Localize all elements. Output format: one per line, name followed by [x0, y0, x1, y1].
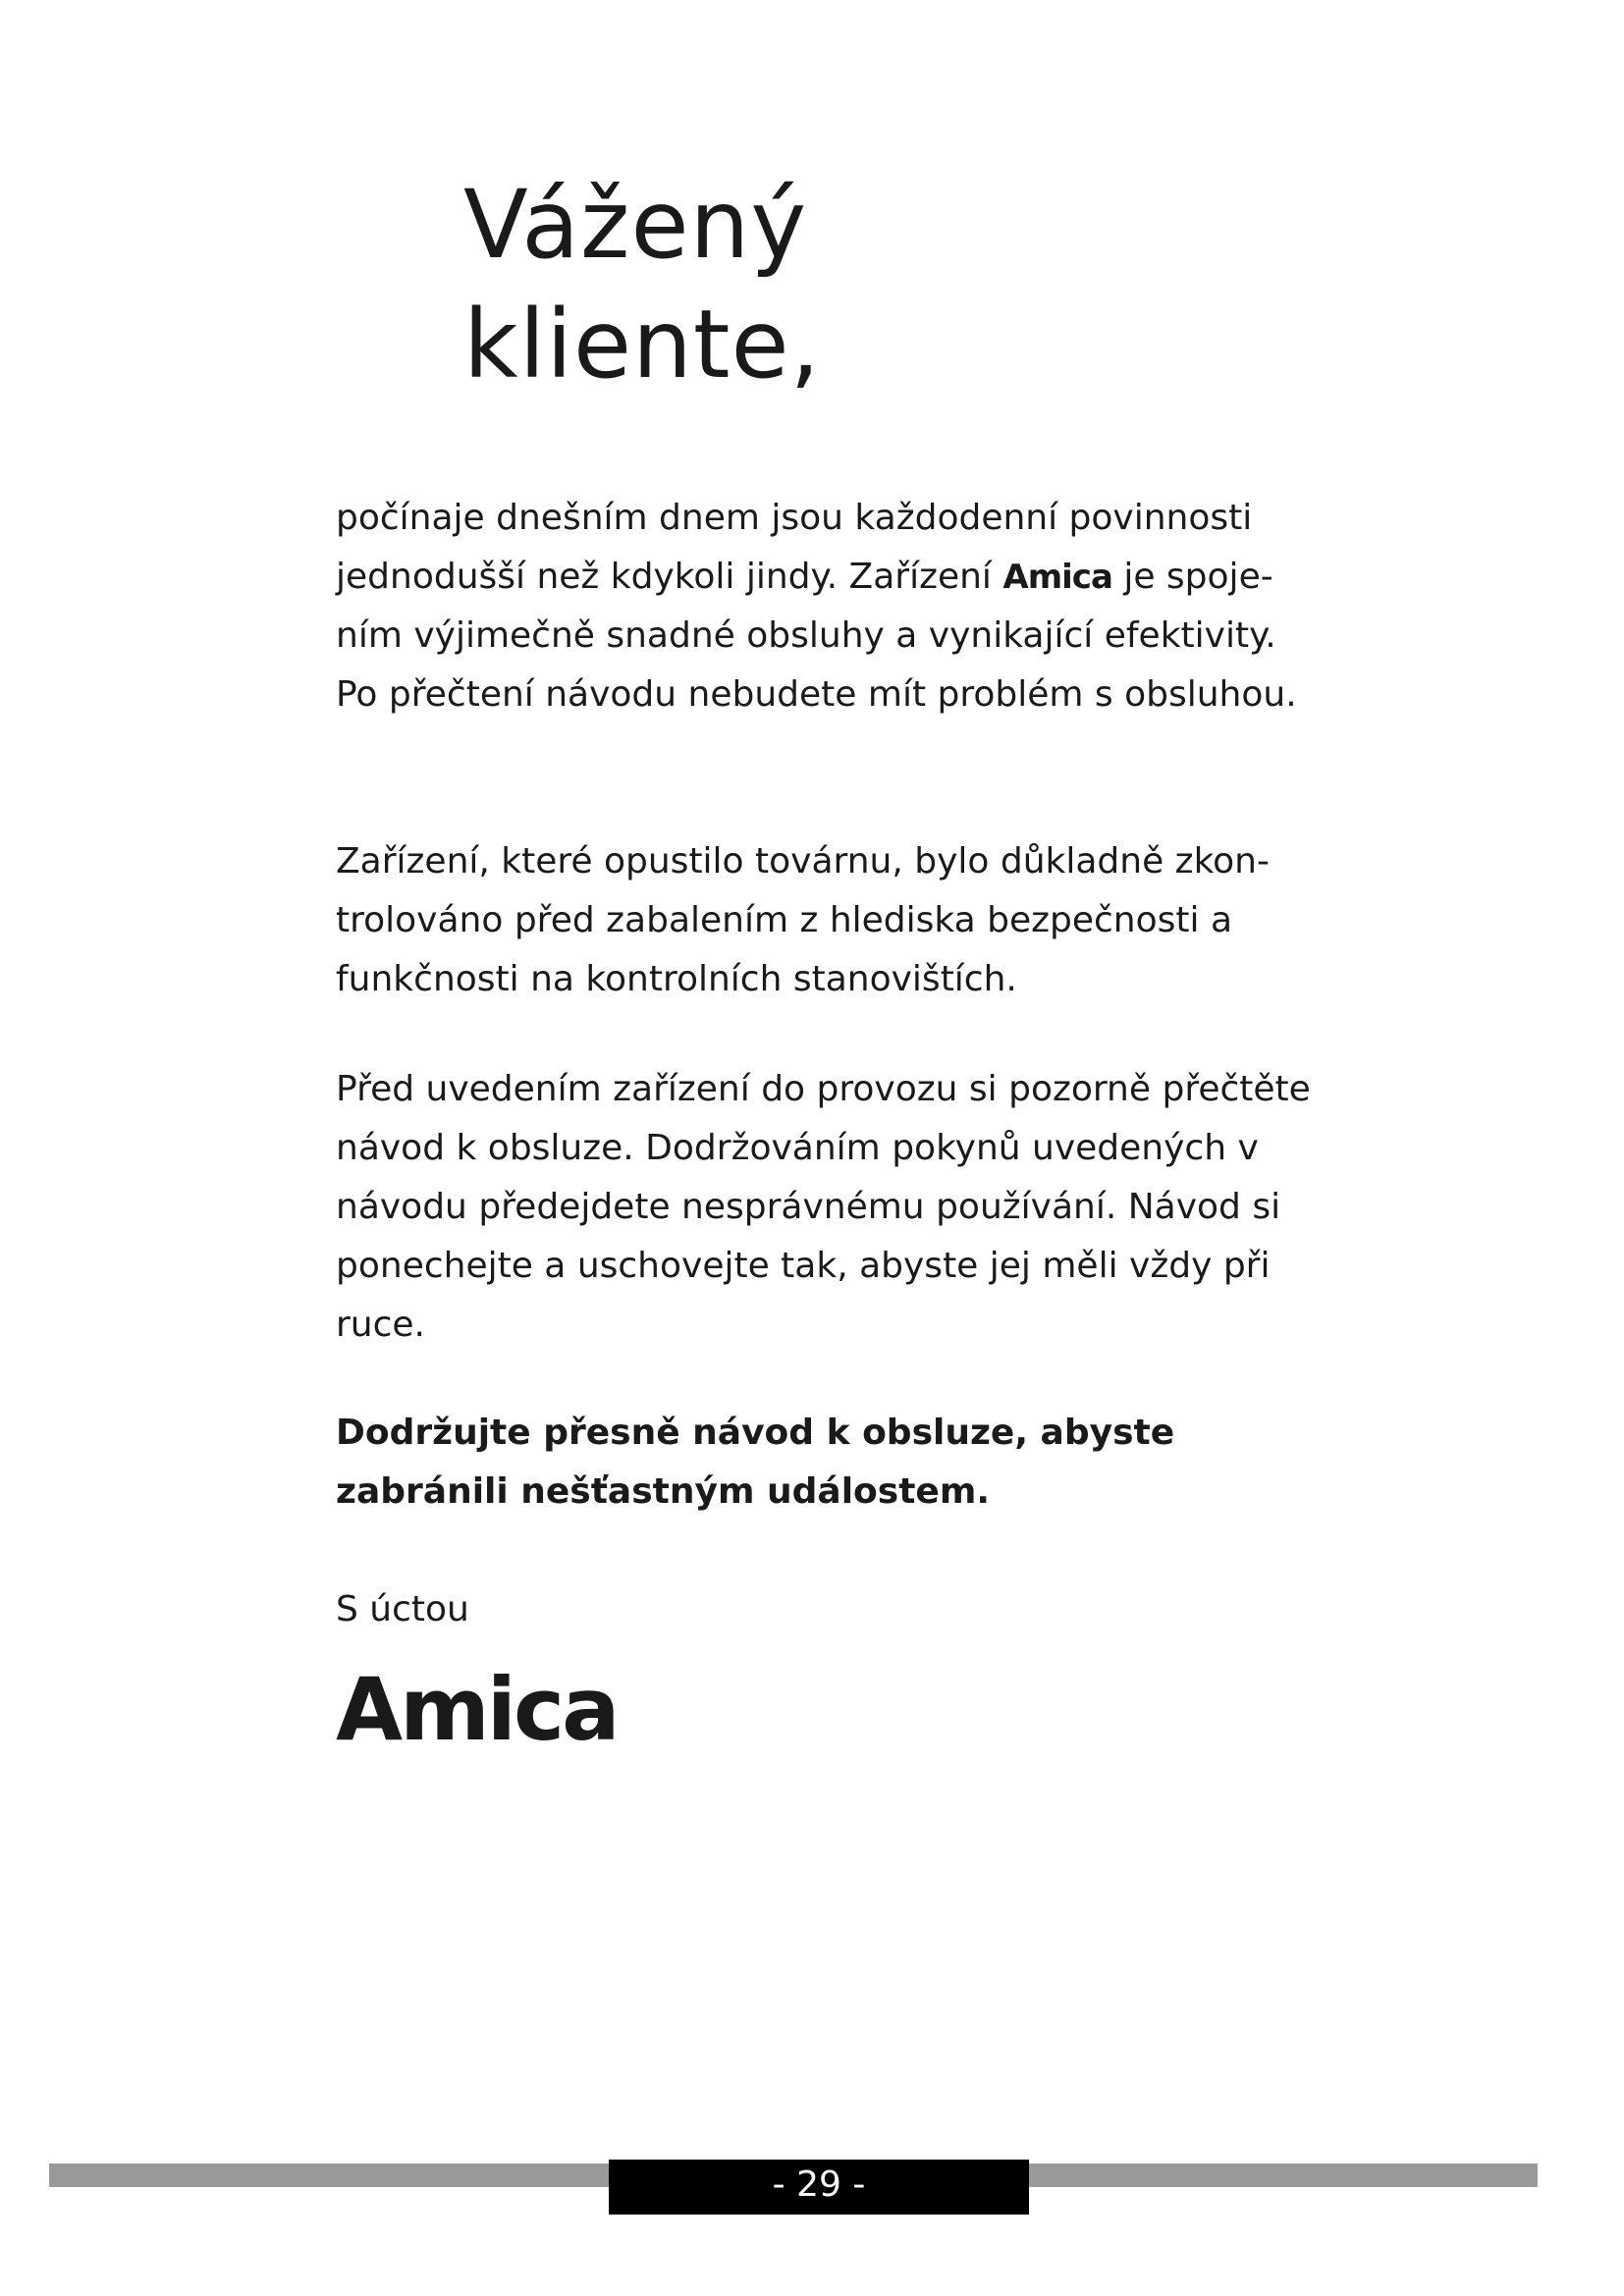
paragraph-quality-check: Zařízení, které opustilo továrnu, bylo důkladně zkontrolováno před zabalením z hlediska bezpečnosti a funkčnosti na kontrolních stanovištích. — [336, 841, 1270, 999]
paragraph-warning: Dodržujte přesně návod k obsluze, abyste zabránili nešťastným událostem. — [336, 1413, 1175, 1512]
greeting-line-2: kliente, — [463, 290, 822, 400]
page-number: - 29 - — [609, 2160, 1029, 2215]
paragraph-intro-text-1: počínaje dnešním dnem jsou každodenní povinnosti jednodušší než kdykoli jindy. Zařízení — [336, 498, 1253, 597]
paragraph-intro-text-2: je spojením výjimečně snadné obsluhy a vynikající efektivity. Po přečtení návodu nebudete mít problém s obsluhou. — [336, 557, 1297, 715]
greeting-line-1: Vážený — [463, 170, 808, 280]
brand-inline-logo: Amica — [1002, 558, 1112, 597]
greeting-heading — [463, 165, 821, 404]
amica-logo: Amica — [336, 1659, 618, 1760]
paragraph-read-manual: Před uvedením zařízení do provozu si pozorně přečtěte návod k obsluze. Dodržováním pokynů uvedených v návodu předejdete nesprávnému používání. Návod si ponechejte a uschovejte tak, abyste jej měli vždy při ruce. — [336, 1069, 1311, 1345]
closing-salutation: S úctou — [336, 1589, 469, 1629]
paragraph-intro — [336, 489, 1318, 724]
